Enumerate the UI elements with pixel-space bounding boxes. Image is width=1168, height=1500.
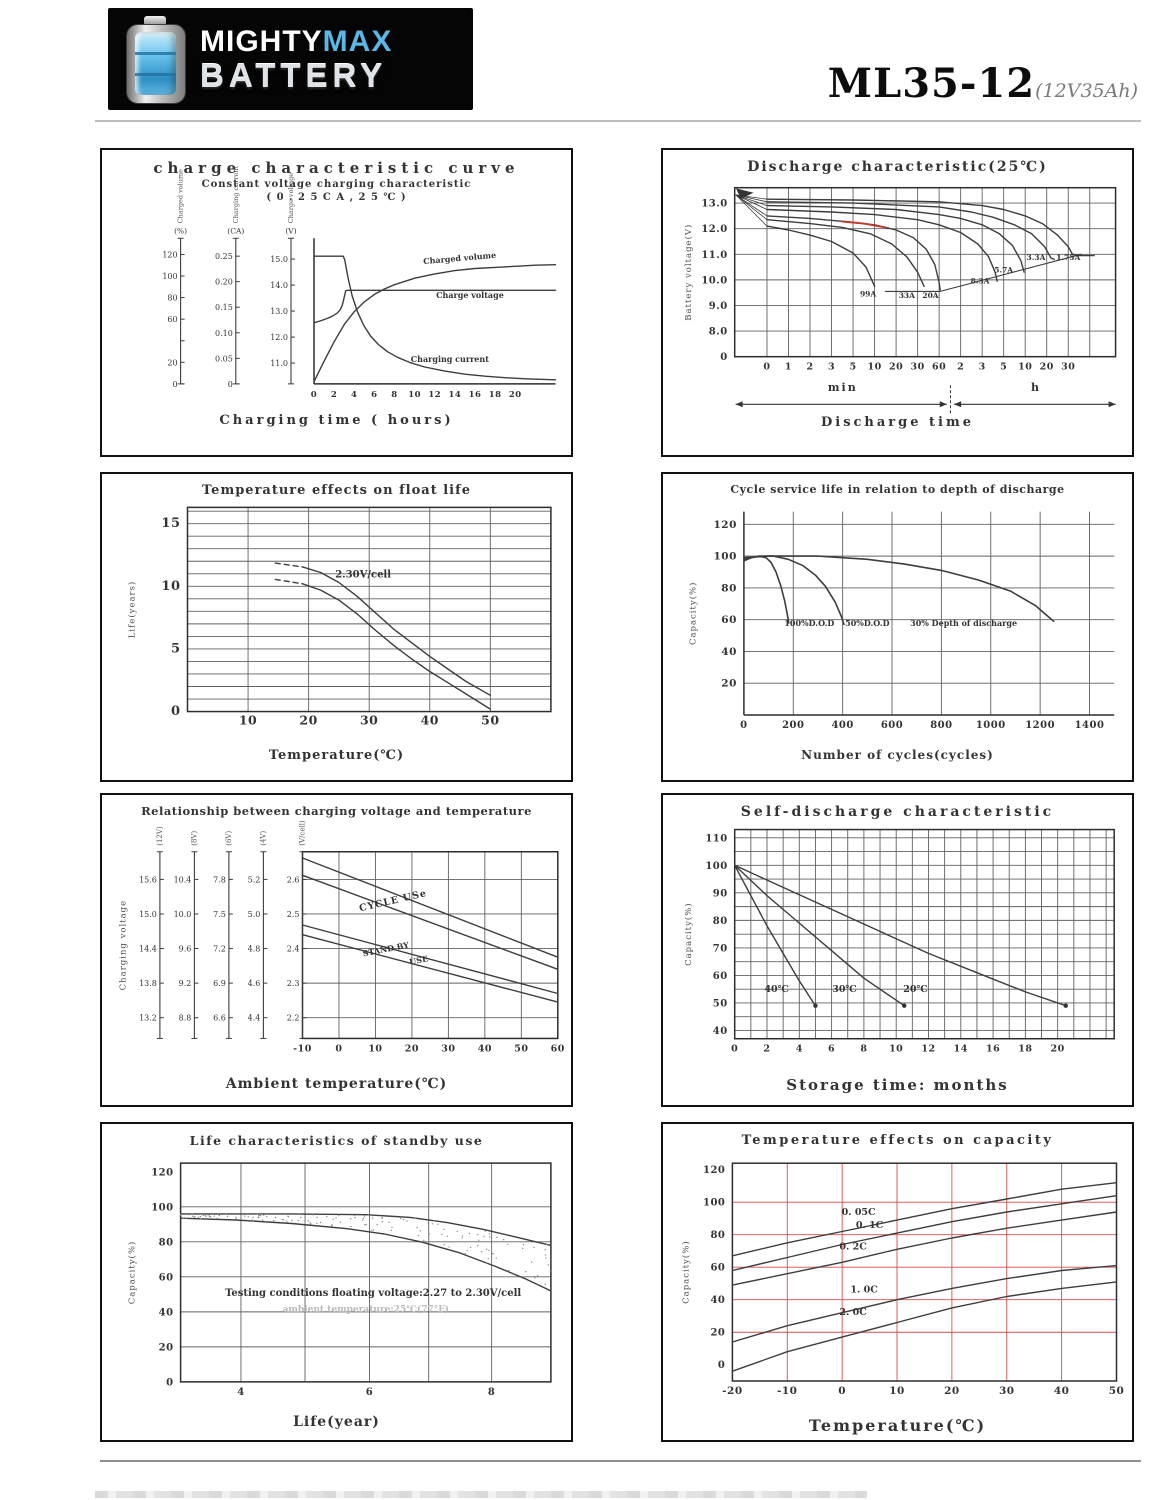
svg-text:1. 0C: 1. 0C (849, 1284, 878, 1296)
svg-text:70: 70 (712, 943, 728, 955)
svg-text:40℃: 40℃ (763, 983, 789, 995)
svg-text:50: 50 (1108, 1385, 1124, 1397)
svg-text:0: 0 (227, 379, 233, 389)
svg-text:60: 60 (712, 970, 728, 982)
svg-text:0: 0 (739, 720, 748, 731)
svg-text:1000: 1000 (975, 720, 1006, 731)
svg-text:40: 40 (720, 645, 737, 658)
svg-text:80: 80 (709, 1230, 725, 1242)
svg-text:11.0: 11.0 (269, 359, 288, 369)
svg-text:4: 4 (350, 389, 357, 400)
svg-text:12: 12 (427, 389, 441, 400)
x-axis-label: Number of cycles(cycles) (801, 748, 994, 762)
svg-text:120: 120 (161, 250, 178, 260)
svg-text:120: 120 (150, 1167, 174, 1179)
svg-text:(12V): (12V) (155, 826, 164, 846)
chart-panel-charging-voltage-temperature (100, 793, 573, 1107)
svg-text:0: 0 (165, 1377, 174, 1389)
svg-text:60: 60 (166, 315, 178, 325)
svg-text:60: 60 (931, 361, 946, 373)
svg-text:1200: 1200 (1024, 720, 1055, 731)
svg-text:USE: USE (407, 953, 429, 967)
svg-text:(4V): (4V) (258, 830, 267, 846)
brand-word-mighty: MIGHTY (200, 24, 323, 58)
svg-text:3.3A: 3.3A (1026, 252, 1045, 262)
svg-text:2.2: 2.2 (286, 1013, 299, 1023)
svg-text:Capacity(%): Capacity(%) (688, 581, 699, 646)
svg-text:ambient temperature:25℃(77°F): ambient temperature:25℃(77°F) (282, 1304, 449, 1315)
svg-text:60: 60 (550, 1043, 565, 1055)
battery-cells-icon (135, 32, 176, 95)
battery-cell-divider (135, 52, 176, 55)
svg-text:10.0: 10.0 (700, 275, 728, 287)
svg-text:13.0: 13.0 (700, 198, 728, 210)
svg-text:12.0: 12.0 (269, 333, 288, 343)
brand-line-1 (200, 24, 393, 58)
svg-text:6: 6 (827, 1043, 835, 1055)
chart-panel-temperature-capacity (661, 1122, 1134, 1442)
svg-text:0.20: 0.20 (214, 277, 233, 287)
x-axis-label: Storage time: months (786, 1076, 1009, 1094)
header-divider (95, 120, 1141, 122)
svg-text:5.7A: 5.7A (993, 265, 1013, 275)
svg-text:6: 6 (370, 389, 378, 400)
svg-text:8.0: 8.0 (708, 326, 728, 338)
svg-text:50%D.O.D: 50%D.O.D (844, 618, 890, 629)
footer-strip (95, 1491, 867, 1498)
svg-text:8: 8 (859, 1043, 867, 1055)
svg-text:0.10: 0.10 (214, 328, 233, 338)
svg-text:8.3A: 8.3A (970, 276, 989, 286)
chart-title: Temperature effects on capacity (741, 1133, 1054, 1148)
svg-text:4.4: 4.4 (247, 1013, 260, 1023)
svg-text:(8V): (8V) (189, 830, 198, 846)
svg-text:1: 1 (784, 361, 792, 373)
svg-text:Charging current: Charging current (410, 353, 489, 364)
svg-text:5: 5 (999, 361, 1007, 373)
svg-text:2: 2 (956, 361, 964, 373)
svg-text:120: 120 (712, 518, 737, 531)
svg-text:4.6: 4.6 (247, 979, 260, 989)
svg-text:5: 5 (170, 641, 180, 657)
svg-text:0: 0 (719, 352, 728, 364)
svg-text:40: 40 (477, 1043, 492, 1055)
chart-title: Cycle service life in relation to depth of discharge (730, 483, 1065, 496)
svg-text:600: 600 (880, 720, 903, 731)
brand-logo (108, 8, 473, 110)
svg-text:5.0: 5.0 (247, 909, 260, 919)
svg-text:0: 0 (717, 1360, 725, 1372)
svg-text:15: 15 (160, 516, 180, 532)
svg-text:15.0: 15.0 (138, 909, 157, 919)
svg-text:20: 20 (709, 1327, 725, 1339)
svg-text:13.8: 13.8 (138, 979, 157, 989)
svg-text:1400: 1400 (1074, 720, 1104, 731)
x-axis-label: Temperature(℃) (808, 1416, 987, 1435)
svg-text:3: 3 (978, 361, 986, 373)
svg-text:30% Depth of discharge: 30% Depth of discharge (909, 618, 1017, 629)
svg-text:Charged volume: Charged volume (176, 169, 185, 224)
svg-text:11.0: 11.0 (700, 249, 728, 261)
chart-title: Life characteristics of standby use (189, 1133, 484, 1148)
svg-text:4: 4 (236, 1386, 245, 1398)
svg-text:14.4: 14.4 (138, 944, 157, 954)
x-axis-label: Charging time ( hours) (219, 413, 454, 428)
chart-panel-self-discharge (661, 793, 1134, 1107)
svg-text:0: 0 (310, 389, 317, 400)
svg-text:(%): (%) (173, 226, 187, 236)
svg-text:13.2: 13.2 (138, 1013, 157, 1023)
svg-text:Battery voltage(V): Battery voltage(V) (683, 223, 694, 321)
svg-text:Charging voltage: Charging voltage (117, 899, 128, 991)
svg-text:0: 0 (837, 1385, 846, 1397)
charging-voltage-temperature-plot (107, 820, 567, 1074)
svg-text:Charge voltage: Charge voltage (286, 172, 295, 224)
svg-text:18: 18 (1017, 1043, 1032, 1055)
brand-wordmark (200, 24, 393, 94)
chart-title: Self-discharge characteristic (740, 804, 1055, 820)
x-axis-label: Temperature(℃) (268, 748, 405, 763)
svg-text:0: 0 (762, 361, 771, 373)
svg-text:Capacity(%): Capacity(%) (683, 902, 694, 966)
svg-text:13.0: 13.0 (269, 307, 288, 317)
svg-text:20: 20 (1039, 361, 1054, 373)
svg-text:20: 20 (298, 712, 318, 728)
chart-title: Discharge characteristic(25℃) (747, 159, 1048, 175)
model-rating: (12V35Ah) (1035, 80, 1138, 102)
svg-text:14.0: 14.0 (269, 281, 288, 291)
svg-text:20: 20 (943, 1385, 960, 1397)
svg-text:30℃: 30℃ (831, 983, 857, 995)
chart-subtitle: ( 0 . 2 5 C A , 2 5 ℃ ) (266, 192, 407, 203)
svg-text:20: 20 (888, 361, 903, 373)
brand-word-max: MAX (322, 24, 393, 58)
svg-text:100: 100 (704, 860, 728, 872)
svg-text:(CA): (CA) (226, 226, 244, 236)
x-axis-label: Discharge time (820, 415, 975, 430)
svg-text:0: 0 (170, 704, 180, 720)
chart-title: Temperature effects on float life (202, 483, 471, 498)
svg-text:40: 40 (420, 712, 439, 728)
svg-text:110: 110 (704, 833, 728, 845)
svg-text:6.9: 6.9 (212, 979, 226, 989)
svg-text:40: 40 (1053, 1385, 1069, 1397)
svg-text:200: 200 (781, 720, 804, 731)
svg-text:15.6: 15.6 (138, 875, 157, 885)
svg-text:50: 50 (513, 1043, 528, 1055)
svg-text:10: 10 (160, 578, 180, 594)
svg-text:30: 30 (440, 1043, 456, 1055)
svg-text:9.0: 9.0 (708, 300, 728, 312)
svg-text:80: 80 (720, 582, 737, 595)
svg-text:10: 10 (238, 712, 257, 728)
svg-text:99A: 99A (859, 289, 876, 299)
svg-text:(V/cell): (V/cell) (298, 820, 306, 846)
standby-life-plot (107, 1150, 567, 1412)
battery-cell-divider (135, 73, 176, 76)
svg-text:40: 40 (158, 1307, 174, 1319)
svg-text:100: 100 (150, 1202, 174, 1214)
svg-text:4.8: 4.8 (247, 944, 260, 954)
svg-text:0.05: 0.05 (214, 354, 233, 364)
svg-text:Capacity(%): Capacity(%) (127, 1240, 138, 1305)
chart-panel-discharge-characteristic (661, 148, 1134, 457)
svg-text:400: 400 (830, 720, 854, 731)
chart-panel-float-life (100, 472, 573, 782)
svg-text:8: 8 (390, 389, 398, 400)
chart-title: charge characteristic curve (153, 159, 520, 177)
svg-text:2.30V/cell: 2.30V/cell (334, 569, 391, 581)
svg-text:20A: 20A (921, 290, 939, 300)
x-axis-label: Ambient temperature(℃) (225, 1076, 448, 1092)
svg-text:30: 30 (909, 361, 925, 373)
svg-text:12.0: 12.0 (700, 224, 728, 236)
svg-text:40: 40 (712, 1025, 728, 1037)
svg-text:80: 80 (712, 915, 728, 927)
svg-text:120: 120 (702, 1165, 725, 1177)
svg-text:10: 10 (367, 1043, 383, 1055)
svg-text:60: 60 (709, 1262, 725, 1274)
svg-text:0: 0 (730, 1043, 738, 1055)
chart-panel-cycle-service-life (661, 472, 1134, 782)
svg-text:20: 20 (166, 358, 178, 368)
svg-text:Testing conditions floating vo: Testing conditions floating voltage:2.27 to 2.30V/cell (224, 1288, 521, 1300)
temperature-capacity-plot (668, 1150, 1128, 1414)
svg-text:0: 0 (172, 379, 178, 389)
svg-text:18: 18 (488, 389, 502, 400)
svg-text:30: 30 (998, 1385, 1015, 1397)
battery-icon (120, 15, 190, 103)
chart-panel-charge-characteristic (100, 148, 573, 457)
svg-text:20℃: 20℃ (902, 983, 928, 995)
svg-text:20: 20 (404, 1043, 419, 1055)
svg-text:100%D.O.D: 100%D.O.D (783, 618, 834, 629)
svg-text:9.2: 9.2 (178, 979, 191, 989)
svg-text:(6V): (6V) (224, 830, 233, 846)
svg-text:20: 20 (158, 1342, 174, 1354)
svg-text:2: 2 (805, 361, 814, 373)
battery-body-icon (126, 24, 186, 104)
svg-text:80: 80 (158, 1237, 174, 1249)
svg-text:-10: -10 (776, 1385, 798, 1397)
chart-panel-standby-life (100, 1122, 573, 1442)
svg-text:80: 80 (166, 293, 178, 303)
svg-text:8.8: 8.8 (178, 1013, 191, 1023)
svg-text:60: 60 (720, 614, 737, 627)
svg-text:-20: -20 (721, 1385, 743, 1397)
svg-text:4: 4 (795, 1043, 803, 1055)
svg-text:3: 3 (827, 361, 835, 373)
svg-text:15.0: 15.0 (269, 255, 288, 265)
svg-text:0: 0 (334, 1043, 343, 1055)
model-code: ML35-12 (827, 60, 1036, 107)
svg-text:100: 100 (702, 1197, 725, 1209)
svg-text:800: 800 (929, 720, 953, 731)
svg-text:10: 10 (888, 1385, 905, 1397)
svg-text:14: 14 (953, 1043, 968, 1055)
svg-text:7.8: 7.8 (212, 875, 226, 885)
svg-text:2. 0C: 2. 0C (838, 1307, 867, 1319)
svg-text:5: 5 (848, 361, 857, 373)
svg-text:10: 10 (866, 361, 882, 373)
svg-text:100: 100 (712, 550, 737, 563)
chart-title: Relationship between charging voltage and temperature (141, 804, 532, 818)
svg-text:60: 60 (158, 1272, 174, 1284)
float-life-plot (107, 500, 567, 746)
svg-text:16: 16 (468, 389, 481, 400)
svg-text:-10: -10 (292, 1043, 312, 1055)
svg-text:h: h (1030, 381, 1041, 395)
svg-text:0.25: 0.25 (214, 252, 233, 262)
svg-text:90: 90 (712, 888, 728, 900)
svg-text:12: 12 (920, 1043, 936, 1055)
svg-text:33A: 33A (898, 290, 915, 300)
svg-text:16: 16 (985, 1043, 1000, 1055)
svg-text:20: 20 (720, 677, 737, 690)
svg-text:10: 10 (888, 1043, 903, 1055)
brand-word-battery: BATTERY (200, 56, 388, 94)
svg-text:Life(years): Life(years) (127, 580, 138, 639)
discharge-characteristic-plot (668, 177, 1128, 415)
svg-text:8: 8 (487, 1386, 495, 1398)
svg-text:(V): (V) (284, 226, 297, 236)
svg-text:Charged volume: Charged volume (422, 249, 496, 267)
svg-text:30: 30 (359, 712, 378, 728)
svg-text:6: 6 (365, 1386, 373, 1398)
svg-text:0. 05C: 0. 05C (841, 1207, 876, 1219)
svg-text:2: 2 (330, 389, 337, 400)
svg-text:10: 10 (407, 389, 421, 400)
svg-text:100: 100 (161, 272, 178, 282)
svg-text:0. 2C: 0. 2C (838, 1241, 867, 1253)
svg-text:2.3: 2.3 (286, 979, 299, 989)
svg-text:6.6: 6.6 (212, 1013, 226, 1023)
chart-subtitle: Constant voltage charging characteristic (201, 179, 472, 190)
svg-text:Charging current: Charging current (231, 165, 240, 224)
svg-text:10: 10 (1017, 361, 1032, 373)
cycle-service-life-plot (668, 498, 1128, 746)
svg-text:9.6: 9.6 (178, 944, 191, 954)
svg-text:0.15: 0.15 (214, 303, 233, 313)
svg-text:min: min (827, 381, 858, 395)
svg-text:7.5: 7.5 (212, 909, 226, 919)
svg-text:20: 20 (1050, 1043, 1065, 1055)
svg-text:14: 14 (447, 389, 461, 400)
svg-text:2: 2 (762, 1043, 771, 1055)
svg-text:1.75A: 1.75A (1055, 252, 1080, 262)
x-axis-label: Life(year) (293, 1414, 380, 1430)
svg-text:40: 40 (709, 1295, 725, 1307)
svg-text:5.2: 5.2 (247, 875, 260, 885)
svg-text:20: 20 (508, 389, 522, 400)
svg-text:2.5: 2.5 (286, 909, 299, 919)
svg-text:2.4: 2.4 (286, 944, 299, 954)
svg-text:CYCLE USe: CYCLE USe (357, 888, 428, 915)
model-number (828, 60, 1138, 107)
svg-text:0. 1C: 0. 1C (855, 1220, 883, 1232)
svg-text:10.4: 10.4 (173, 875, 191, 885)
svg-text:2.6: 2.6 (286, 875, 299, 885)
svg-text:Charge voltage: Charge voltage (435, 290, 504, 301)
svg-text:STAND BY: STAND BY (361, 939, 410, 959)
svg-text:7.2: 7.2 (212, 944, 226, 954)
footer-divider (100, 1460, 1141, 1462)
svg-text:Capacity(%): Capacity(%) (681, 1240, 692, 1304)
svg-text:50: 50 (480, 712, 500, 728)
svg-text:10.0: 10.0 (173, 909, 191, 919)
svg-text:30: 30 (1060, 361, 1075, 373)
svg-text:50: 50 (712, 998, 728, 1010)
self-discharge-plot (668, 822, 1128, 1074)
